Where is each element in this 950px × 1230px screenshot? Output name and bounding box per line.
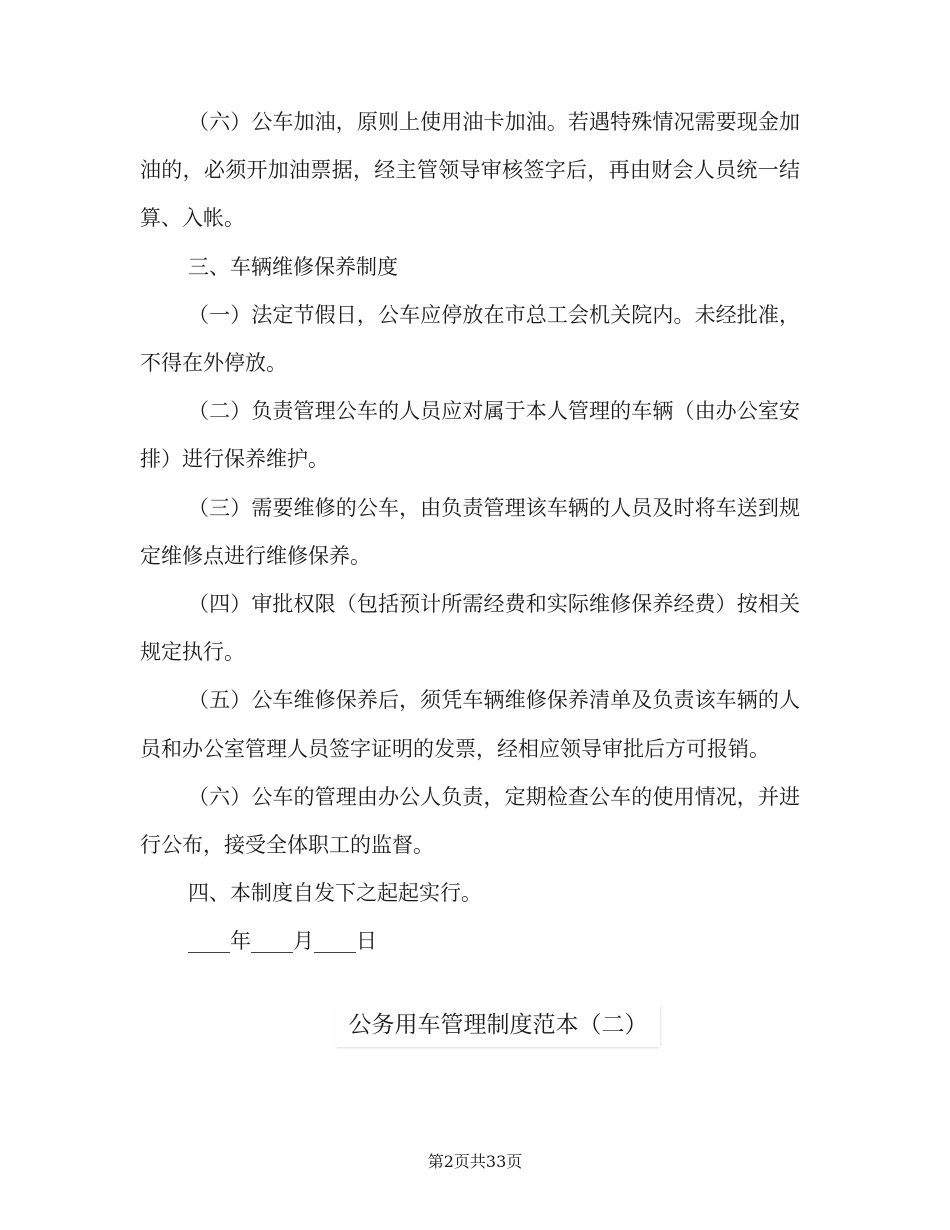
date-line: ____年____月____日: [188, 929, 377, 954]
document-body: [140, 98, 800, 966]
paragraph-repair: （三）需要维修的公车，由负责管理该车辆的人员及时将车送到规定维修点进行维修保养。: [140, 495, 800, 568]
paragraph-holiday-parking: （一）法定节假日，公车应停放在市总工会机关院内。未经批准，不得在外停放。: [140, 302, 800, 376]
paragraph-maintenance-duty: （二）负责管理公车的人员应对属于本人管理的车辆（由办公室安排）进行保养维护。: [140, 399, 800, 472]
paragraph-effective: 四、本制度自发下之起起实行。: [188, 881, 482, 906]
paragraph-supervision: （六）公车的管理由办公人负责，定期检查公车的使用情况，并进行公布，接受全体职工的监督。: [140, 784, 800, 858]
section-title: 公务用车管理制度范本（二）: [336, 1005, 660, 1047]
paragraph-fuel: （六）公车加油，原则上使用油卡加油。若遇特殊情况需要现金加油的，必须开加油票据，经主管领导审核签字后，再由财会人员统一结算、入帐。: [140, 110, 800, 231]
page-number-footer: 第2页共33页: [427, 1152, 523, 1171]
paragraph-reimbursement: （五）公车维修保养后，须凭车辆维修保养清单及负责该车辆的人员和办公室管理人员签字证明的发票，经相应领导审批后方可报销。: [140, 688, 800, 761]
heading-maintenance-system: 三、车辆维修保养制度: [188, 254, 398, 279]
paragraph-approval: （四）审批权限（包括预计所需经费和实际维修保养经费）按相关规定执行。: [140, 592, 800, 665]
